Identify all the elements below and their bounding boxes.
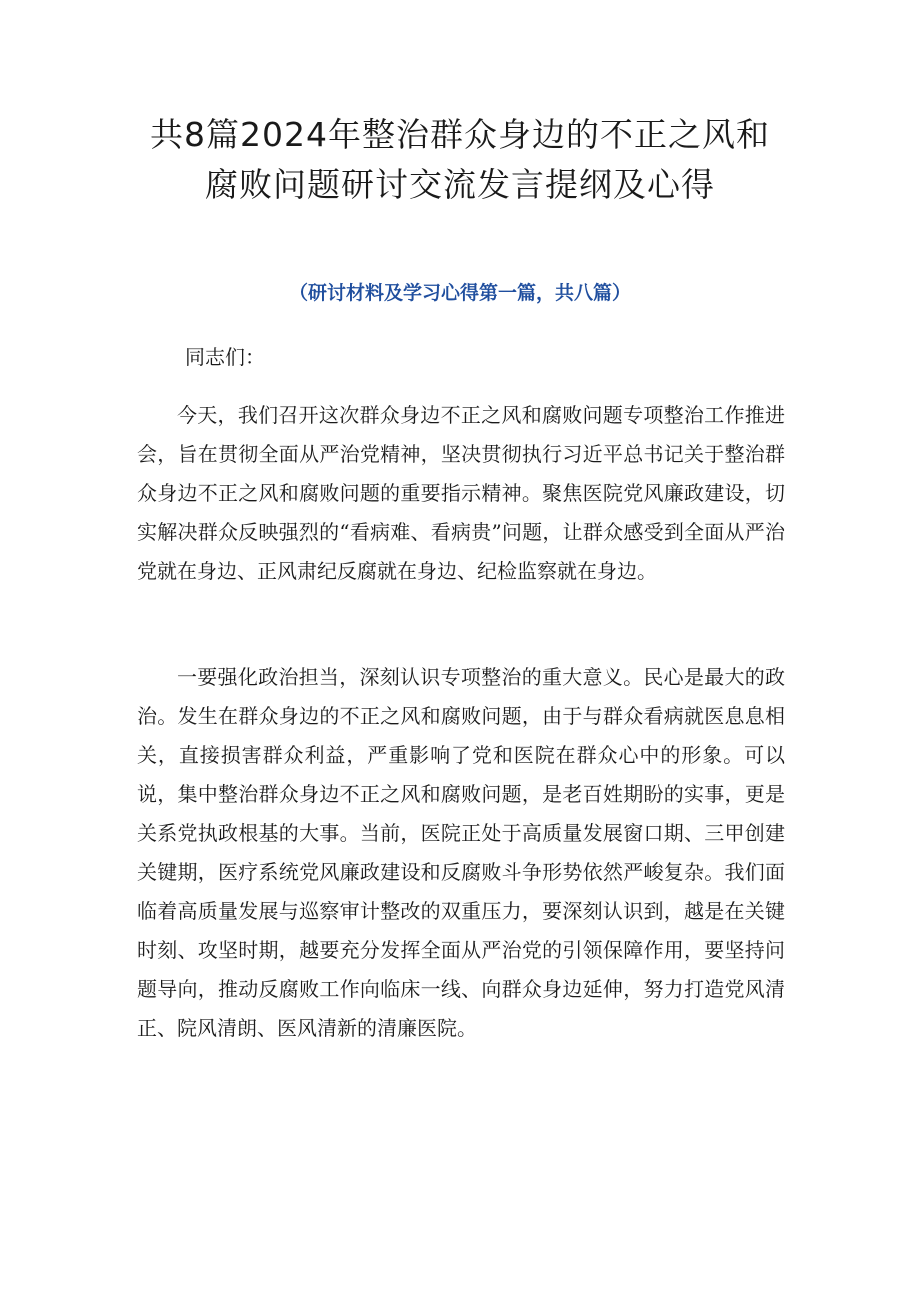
paragraph-2: 一要强化政治担当，深刻认识专项整治的重大意义。民心是最大的政治。发生在群众身边的不正之风和腐败问题，由于与群众看病就医息息相关，直接损害群众利益，严重影响了党和医院在群众心中的形象。可以说，集中整治群众身边不正之风和腐败问题，是老百姓期盼的实事，更是关系党执政根基的大事。当前，医院正处于高质量发展窗口期、三甲创建关键期，医疗系统党风廉政建设和反腐败斗争形势依然严峻复杂。我们面临着高质量发展与巡察审计整改的双重压力，要深刻认识到，越是在关键时刻、攻坚时期，越要充分发挥全面从严治党的引领保障作用，要坚持问题导向，推动反腐败工作向临床一线、向群众身边延伸，努力打造党风清正、院风清朗、医风清新的清廉医院。 — [137, 665, 785, 1040]
paragraph-1: 今天，我们召开这次群众身边不正之风和腐败问题专项整治工作推进会，旨在贯彻全面从严治党精神，坚决贯彻执行习近平总书记关于整治群众身边不正之风和腐败问题的重要指示精神。聚焦医院党风廉政建设，切实解决群众反映强烈的“看病难、看病贵”问题，让群众感受到全面从严治党就在身边、正风肃纪反腐就在身边、纪检监察就在身边。 — [137, 403, 785, 583]
document-title — [90, 110, 830, 210]
document-subtitle: （研讨材料及学习心得第一篇，共八篇） — [288, 282, 631, 304]
greeting: 同志们： — [185, 345, 265, 369]
title-line-1: 共8篇2024年整治群众身边的不正之风和 — [150, 115, 770, 154]
title-line-2: 腐败问题研讨交流发言提纲及心得 — [205, 165, 715, 204]
